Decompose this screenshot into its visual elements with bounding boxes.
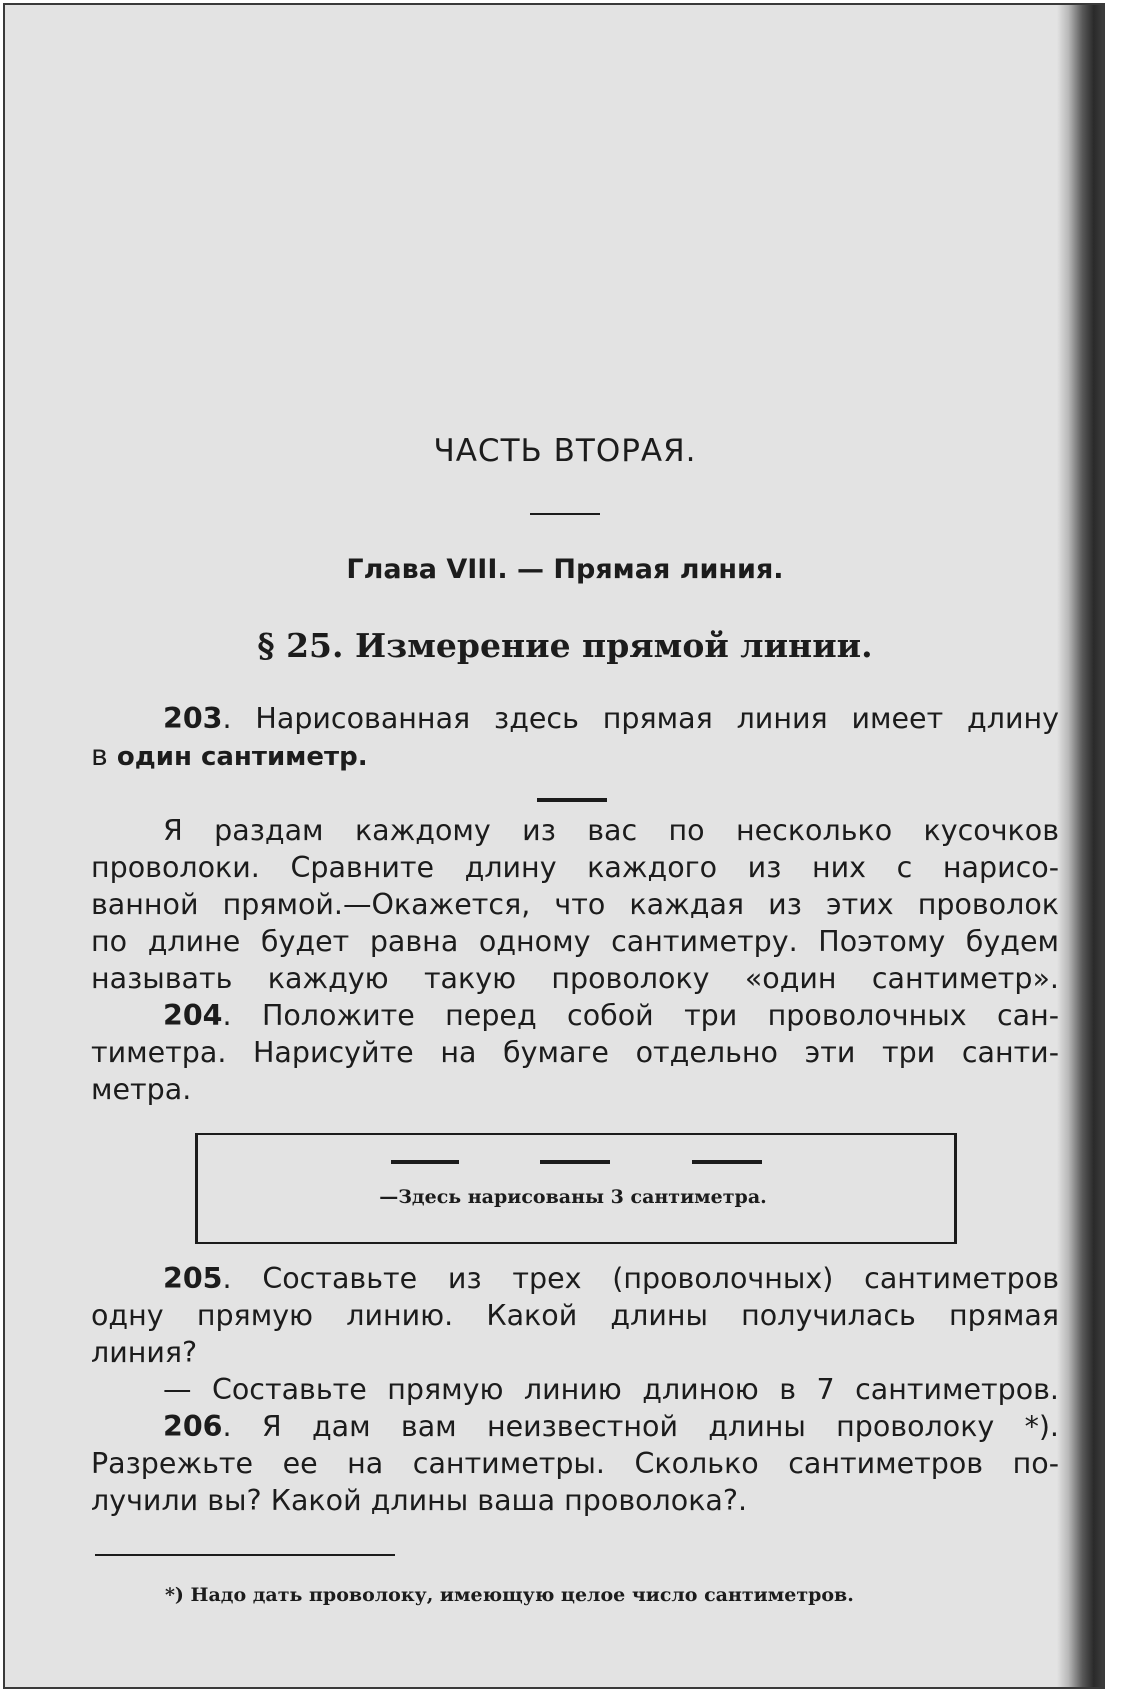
exercise-205-line-1: 205. Составьте из трех (проволочных) сантиметров bbox=[163, 1262, 1059, 1295]
paragraph-line: проволоки. Сравните длину каждого из них с нарисо- bbox=[91, 851, 1059, 884]
chapter-title: Глава VIII. — Прямая линия. bbox=[346, 554, 784, 585]
book-page bbox=[3, 3, 1105, 1689]
paragraph-line: ванной прямой.—Окажется, что каждая из этих проволок bbox=[91, 888, 1059, 921]
centimeter-segment bbox=[391, 1160, 459, 1164]
footnote: *) Надо дать проволоку, имеющую целое число сантиметров. bbox=[165, 1584, 854, 1606]
exercise-number: 205 bbox=[163, 1262, 223, 1295]
title-divider bbox=[530, 513, 600, 515]
exercise-204-line-1: 204. Положите перед собой три проволочных сан- bbox=[163, 999, 1059, 1032]
paragraph-line: по длине будет равна одному сантиметру. Поэтому будем bbox=[91, 925, 1059, 958]
exercise-206-line-2: Разрежьте ее на сантиметры. Сколько сантиметров по- bbox=[91, 1447, 1059, 1480]
exercise-204-line-2: тиметра. Нарисуйте на бумаге отдельно эти три санти- bbox=[91, 1036, 1059, 1069]
exercise-205-line-2: одну прямую линию. Какой длины получилась прямая bbox=[91, 1299, 1059, 1332]
centimeter-segment bbox=[692, 1160, 762, 1164]
exercise-206-line-3: лучили вы? Какой длины ваша проволока?. bbox=[91, 1484, 748, 1517]
exercise-203-line-2: в один сантиметр. bbox=[91, 739, 368, 772]
paragraph-line: Я раздам каждому из вас по несколько кусочков bbox=[163, 814, 1059, 847]
exercise-number: 206 bbox=[163, 1410, 223, 1443]
section-title: § 25. Измерение прямой линии. bbox=[257, 626, 873, 665]
illustration-caption: —Здесь нарисованы 3 сантиметра. bbox=[379, 1186, 767, 1208]
emphasis-text: один сантиметр. bbox=[116, 742, 368, 772]
paragraph-line: называть каждую такую проволоку «один сантиметр». bbox=[91, 962, 1059, 995]
part-title: ЧАСТЬ ВТОРАЯ. bbox=[433, 433, 697, 469]
exercise-number: 203 bbox=[163, 702, 223, 735]
one-centimeter-line bbox=[537, 798, 607, 802]
exercise-206-line-1: 206. Я дам вам неизвестной длины проволоку *). bbox=[163, 1410, 1059, 1443]
exercise-205-line-4: — Составьте прямую линию длиною в 7 сантиметров. bbox=[163, 1373, 1059, 1406]
footnote-rule bbox=[95, 1554, 395, 1556]
exercise-205-line-3: линия? bbox=[91, 1336, 198, 1369]
book-spine-shadow bbox=[1057, 5, 1103, 1687]
exercise-203-line-1: 203. Нарисованная здесь прямая линия имеет длину bbox=[163, 702, 1059, 735]
exercise-number: 204 bbox=[163, 999, 223, 1032]
exercise-204-line-3: метра. bbox=[91, 1073, 192, 1106]
centimeter-segment bbox=[540, 1160, 610, 1164]
